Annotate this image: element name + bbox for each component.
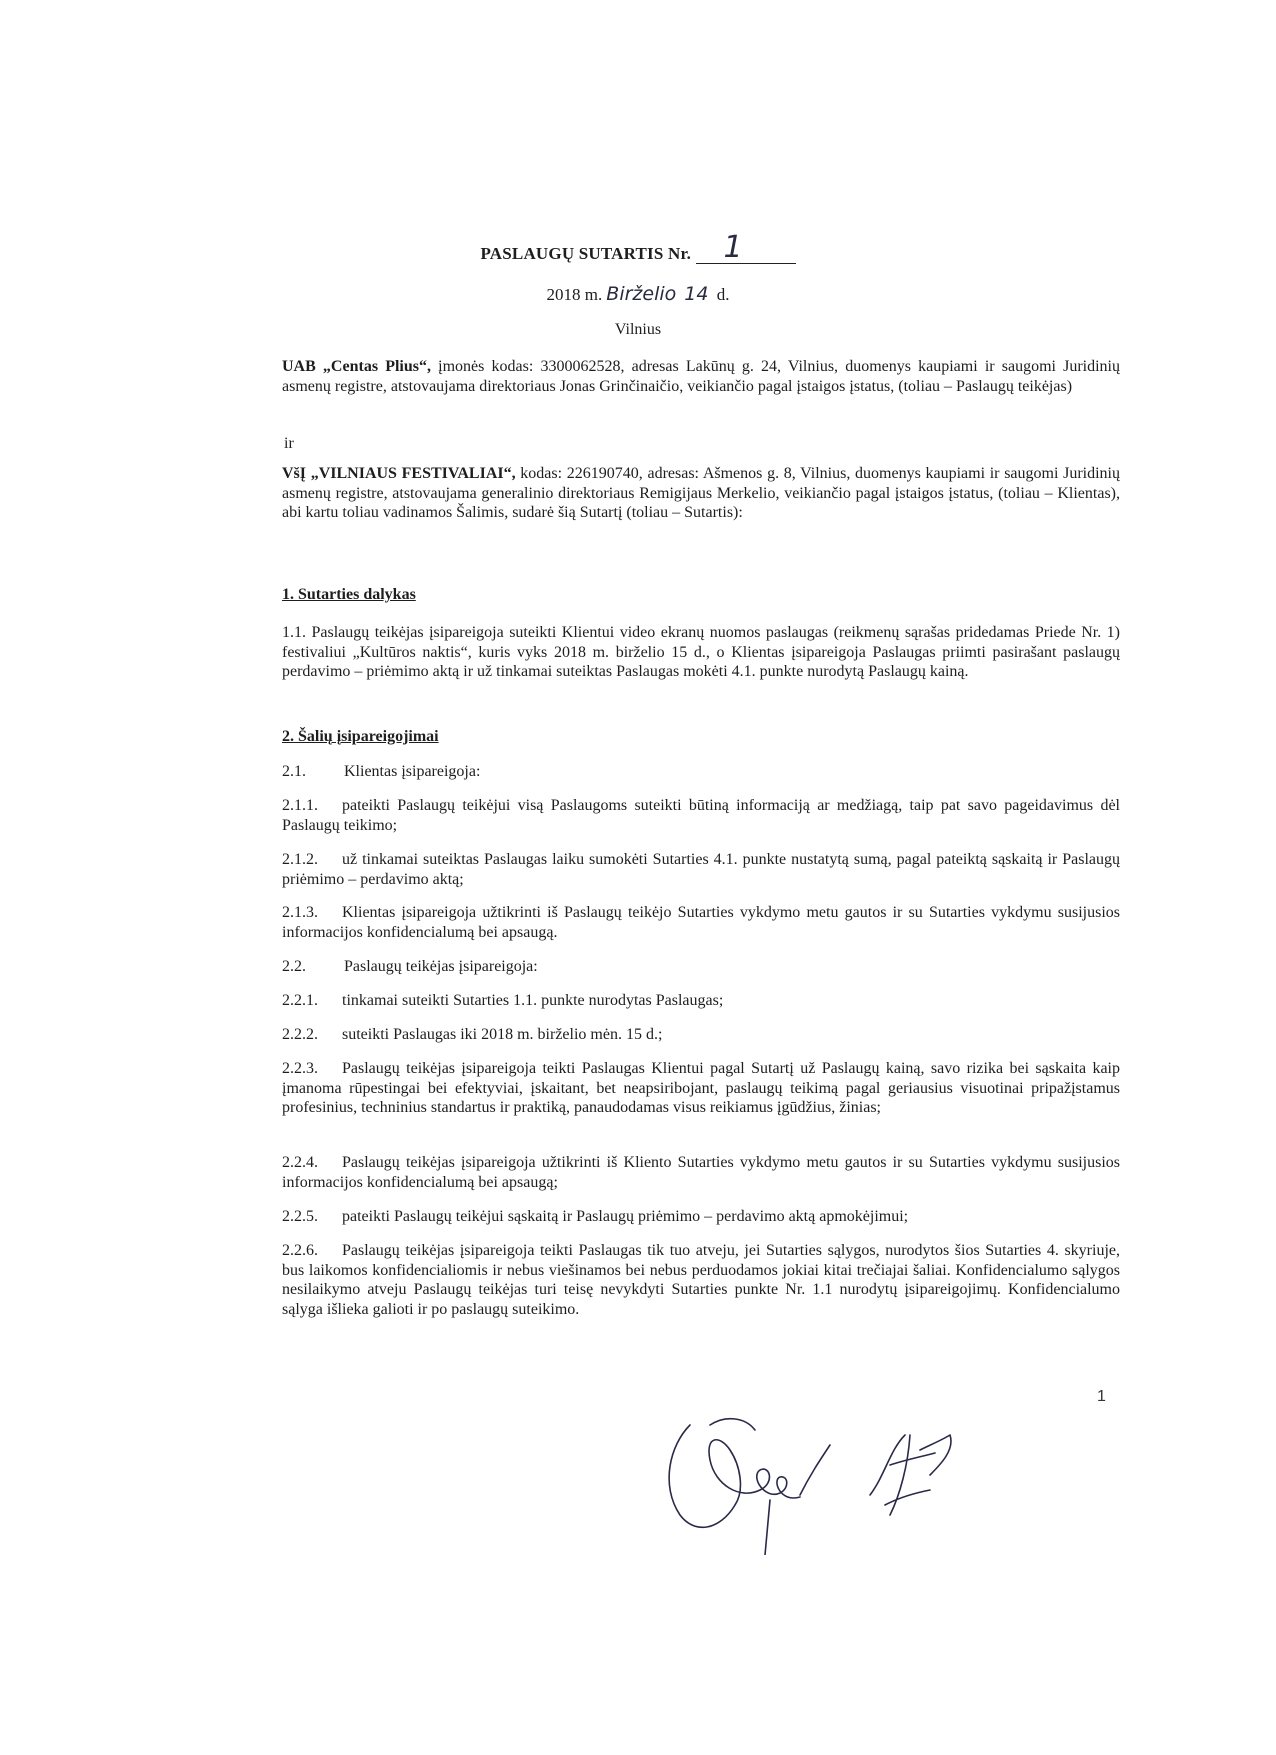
title-text: PASLAUGŲ SUTARTIS Nr. <box>480 244 692 263</box>
party-2-text: kodas: 226190740, adresas: Ašmenos g. 8, Vilnius, duomenys kaupiami ir saugomi Juridinių asmenų registre, atstovaujama generalinio direktoriaus Remigijaus Merkelio, veikiančio pagal įstaigos įstatus, (toliau – Klientas), abi kartu toliau vadinamos Šalimis, sudarė šią Sutartį (toliau – Sutartis): <box>282 465 1120 522</box>
and-connector: ir <box>284 435 294 452</box>
clause-number: 2.2. <box>282 958 306 975</box>
clause-text: Klientas įsipareigoja užtikrinti iš Paslaugų teikėjo Sutarties vykdymo metu gautos ir su Sutarties vykdymu susijusios informacijos konfidencialumą bei apsaugą. <box>282 904 1120 941</box>
contract-number-handwritten: 1 <box>723 230 743 265</box>
signature-2 <box>870 1435 951 1515</box>
clause-text: Paslaugų teikėjas įsipareigoja: <box>344 958 538 975</box>
clause-2-2-4 <box>282 1153 1120 1192</box>
page-number: 1 <box>1097 1388 1106 1405</box>
clause-number: 2.2.5. <box>282 1208 318 1225</box>
signatures-handwritten <box>650 1405 990 1555</box>
clause-2-2-3 <box>282 1059 1120 1118</box>
clause-2-2-2 <box>282 1025 1120 1045</box>
clause-number: 2.1.3. <box>282 904 318 921</box>
section-1-heading: 1. Sutarties dalykas <box>282 586 416 603</box>
clause-number: 2.2.4. <box>282 1154 318 1171</box>
clause-text: už tinkamai suteiktas Paslaugas laiku sumokėti Sutarties 4.1. punkte nustatytą sumą, pagal pateiktą sąskaitą ir Paslaugų priėmimo – perdavimo aktą; <box>282 851 1120 888</box>
contract-number-field <box>696 230 796 265</box>
clause-number: 2.2.1. <box>282 992 318 1009</box>
clause-2-2 <box>282 957 1120 977</box>
clause-text: suteikti Paslaugas iki 2018 m. birželio mėn. 15 d.; <box>342 1026 663 1043</box>
clause-number: 2.2.2. <box>282 1026 318 1043</box>
contract-date <box>0 283 1276 305</box>
date-year: 2018 m. <box>546 285 603 304</box>
clause-number: 2.1.2. <box>282 851 318 868</box>
section-2-heading: 2. Šalių įsipareigojimai <box>282 728 439 745</box>
contract-city: Vilnius <box>614 321 662 338</box>
clause-2-1-3 <box>282 903 1120 942</box>
clause-2-2-6 <box>282 1241 1120 1319</box>
date-suffix: d. <box>716 285 730 304</box>
clause-1-1: 1.1. Paslaugų teikėjas įsipareigoja suteikti Klientui video ekranų nuomos paslaugas (reikmenų sąrašas pridedamas Priede Nr. 1) festivaliui „Kultūros naktis“, kuris vyks 2018 m. birželio 15 d., o Klientas įsipareigoja Paslaugas priimti pasirašant paslaugų perdavimo – priėmimo aktą ir už tinkamai suteiktas Paslaugas mokėti 4.1. punkte nurodytą Paslaugų kainą. <box>282 624 1120 681</box>
clause-text: Paslaugų teikėjas įsipareigoja teikti Paslaugas Klientui pagal Sutartį už Paslaugų kainą, savo rizika bei sąskaita kaip įmanoma rūpestingai bei efektyviai, įskaitant, bet neapsiribojant, paslaugų teikimą pagal geriausius visuotinai pripažįstamus profesinius, techninius standartus ir praktiką, panaudodamas visus reikiamus įgūdžius, žinias; <box>282 1060 1120 1117</box>
clause-2-2-5 <box>282 1207 1120 1227</box>
clause-number: 2.1. <box>282 763 306 780</box>
party-1-text: įmonės kodas: 3300062528, adresas Lakūnų g. 24, Vilnius, duomenys kaupiami ir saugomi Juridinių asmenų registre, atstovaujama direktoriaus Jonas Grinčinaičio, veikiančio pagal įstaigos įstatus, (toliau – Paslaugų teikėjas) <box>282 358 1121 395</box>
clause-text: pateikti Paslaugų teikėjui sąskaitą ir Paslaugų priėmimo – perdavimo aktą apmokėjimui; <box>342 1208 909 1225</box>
clause-2-1-2 <box>282 850 1120 889</box>
party-2-name: VšĮ „VILNIAUS FESTIVALIAI“, <box>282 465 516 482</box>
clause-text: pateikti Paslaugų teikėjui visą Paslaugoms suteikti būtiną informaciją ar medžiagą, taip pat savo pageidavimus dėl Paslaugų teikimo; <box>282 797 1120 834</box>
clause-text: Paslaugų teikėjas įsipareigoja teikti Paslaugas tik tuo atveju, jei Sutarties sąlygos, nurodytos šios Sutarties 4. skyriuje, bus laikomos konfidencialiomis ir nebus viešinamos bei nebus perduodamos jokiai kitai trečiajai šaliai. Konfidencialumo sąlygos nesilaikymo atveju Paslaugų teikėjas turi teisę nevykdyti Sutarties punkte Nr. 1.1 nurodytų įsipareigojimų. Konfidencialumo sąlyga išlieka galioti ir po paslaugų suteikimo. <box>282 1242 1120 1318</box>
signature-1 <box>669 1419 830 1555</box>
clause-number: 2.2.6. <box>282 1242 318 1259</box>
clause-2-2-1 <box>282 991 1120 1011</box>
party-1-paragraph <box>282 357 1120 396</box>
clause-number: 2.2.3. <box>282 1060 318 1077</box>
date-month-handwritten: Birželio <box>606 283 677 305</box>
party-1-name: UAB „Centas Plius“, <box>282 358 431 375</box>
clause-2-1-1 <box>282 796 1120 835</box>
party-2-paragraph <box>282 464 1120 523</box>
clause-text: tinkamai suteikti Sutarties 1.1. punkte nurodytas Paslaugas; <box>342 992 724 1009</box>
contract-title <box>0 230 1276 265</box>
clause-number: 2.1.1. <box>282 797 318 814</box>
clause-text: Paslaugų teikėjas įsipareigoja užtikrinti iš Kliento Sutarties vykdymo metu gautos ir su Sutarties vykdymu susijusios informacijos konfidencialumą bei apsaugą; <box>282 1154 1120 1191</box>
date-day-handwritten: 14 <box>684 283 709 305</box>
clause-2-1 <box>282 762 1120 782</box>
clause-text: Klientas įsipareigoja: <box>344 763 481 780</box>
